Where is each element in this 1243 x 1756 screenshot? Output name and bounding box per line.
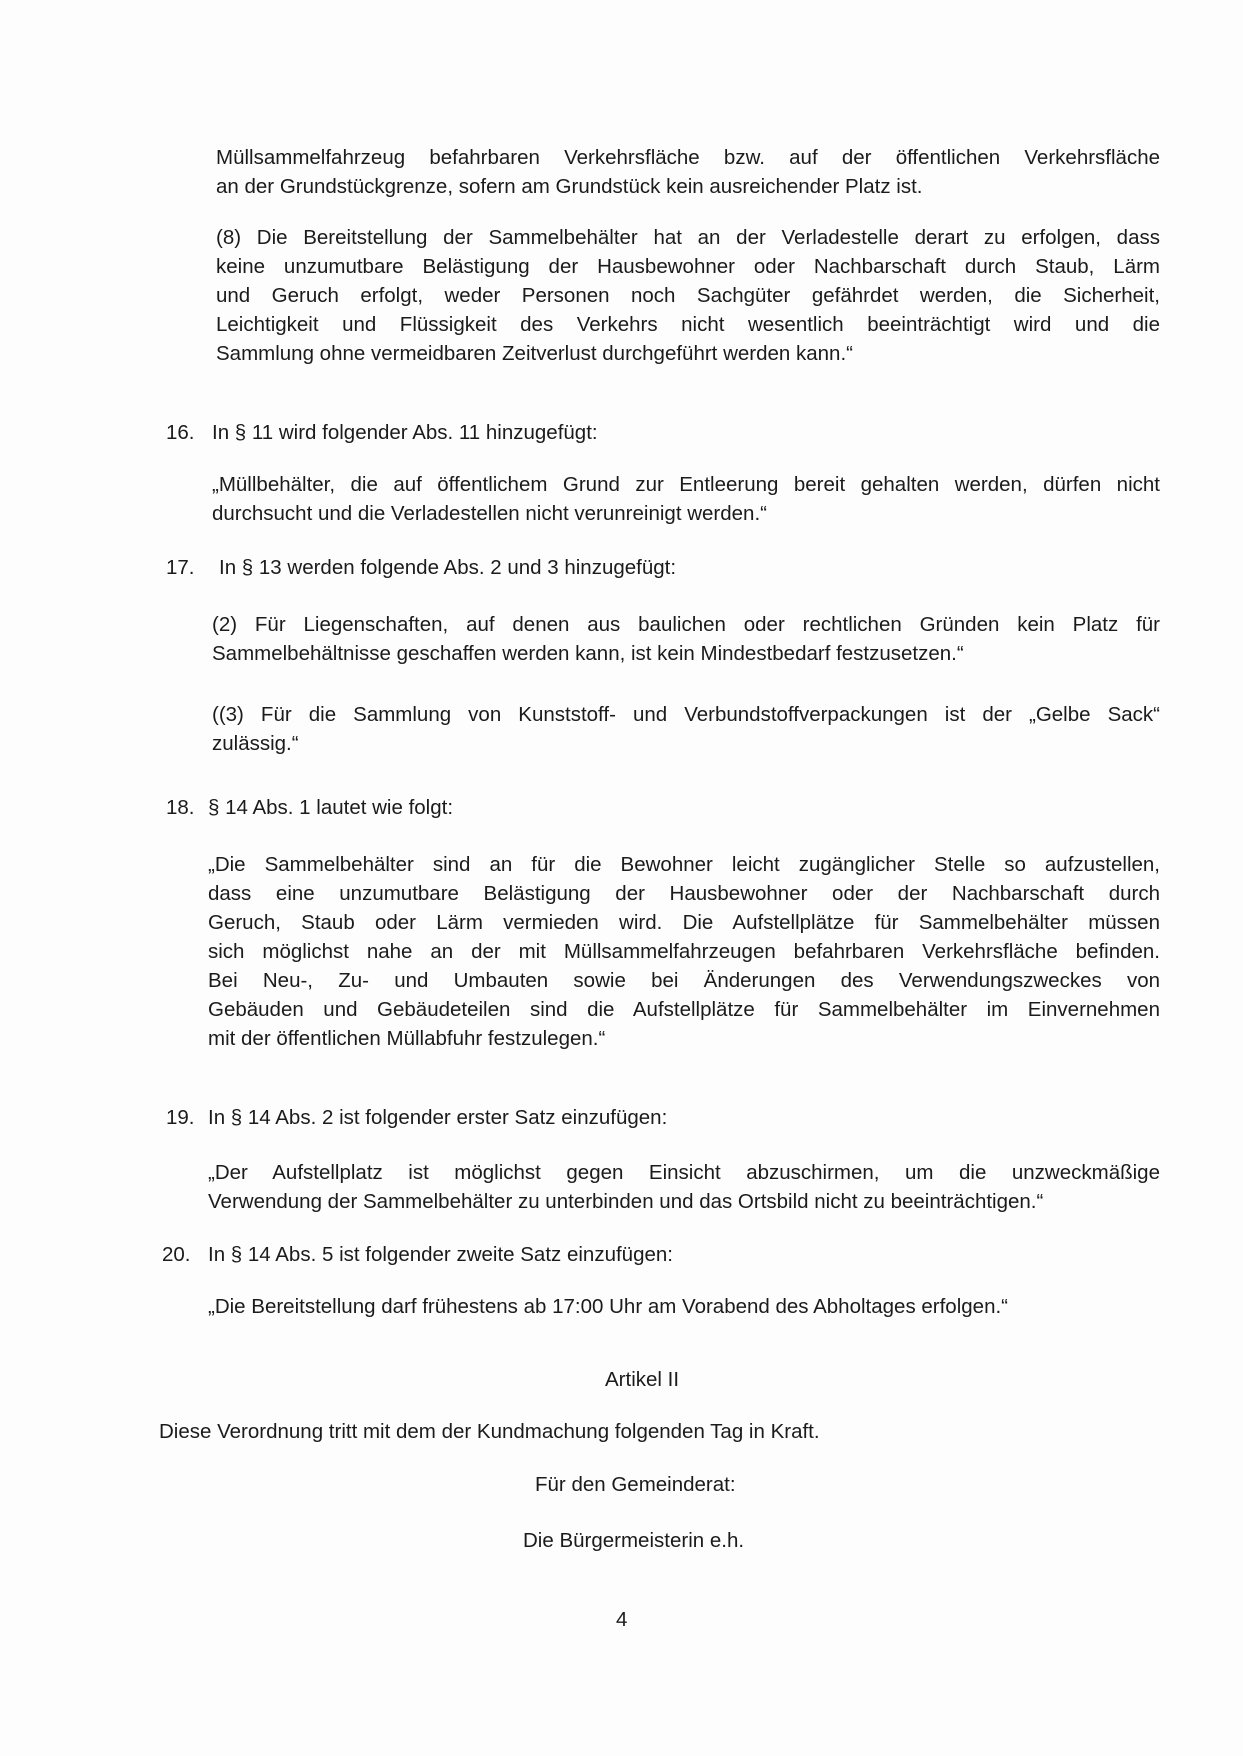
text-line: Sammlung ohne vermeidbaren Zeitverlust durchgeführt werden kann.“ [216,342,853,365]
item-number: 20. [162,1243,191,1266]
text-line: sich möglichst nahe an der mit Müllsammelfahrzeugen befahrbaren Verkehrsfläche befinden. [208,940,1160,963]
text-line: „Der Aufstellplatz ist möglichst gegen Einsicht abzuschirmen, um die unzweckmäßige [208,1161,1160,1184]
continuation-paragraph [216,143,1160,201]
text-line: Gebäuden und Gebäudeteilen sind die Aufstellplätze für Sammelbehälter im Einvernehmen [208,998,1160,1021]
text-line: „Die Sammelbehälter sind an für die Bewohner leicht zugänglicher Stelle so aufzustellen, [208,853,1160,876]
item-paragraph [208,1158,1160,1216]
text-line: keine unzumutbare Belästigung der Hausbewohner oder Nachbarschaft durch Staub, Lärm [216,255,1160,278]
text-line: (8) Die Bereitstellung der Sammelbehälter hat an der Verladestelle derart zu erfolgen, dass [216,226,1160,249]
item-number: 17. [166,556,195,579]
text-line: Müllsammelfahrzeug befahrbaren Verkehrsfläche bzw. auf der öffentlichen Verkehrsfläche [216,146,1160,169]
article-title: Artikel II [605,1368,680,1391]
item-paragraph [212,610,1160,668]
item-heading: In § 11 wird folgender Abs. 11 hinzugefügt: [212,421,598,444]
text-line: (2) Für Liegenschaften, auf denen aus baulichen oder rechtlichen Gründen kein Platz für [212,613,1160,636]
text-line: Sammelbehältnisse geschaffen werden kann, ist kein Mindestbedarf festzusetzen.“ [212,642,964,665]
item-heading: In § 14 Abs. 2 ist folgender erster Satz einzufügen: [208,1106,668,1129]
text-line: durchsucht und die Verladestellen nicht verunreinigt werden.“ [212,502,767,525]
item-paragraph [208,850,1160,1053]
text-line: Verwendung der Sammelbehälter zu unterbinden und das Ortsbild nicht zu beeinträchtigen.“ [208,1190,1044,1213]
item-heading: In § 14 Abs. 5 ist folgender zweite Satz einzufügen: [208,1243,673,1266]
text-line: Geruch, Staub oder Lärm vermieden wird. Die Aufstellplätze für Sammelbehälter müssen [208,911,1160,934]
text-line: „Müllbehälter, die auf öffentlichem Grund zur Entleerung bereit gehalten werden, dürfen nicht [212,473,1160,496]
item-paragraph [212,470,1160,528]
article-text: Diese Verordnung tritt mit dem der Kundmachung folgenden Tag in Kraft. [159,1420,820,1443]
text-line: „Die Bereitstellung darf frühestens ab 17:00 Uhr am Vorabend des Abholtages erfolgen.“ [208,1295,1008,1318]
text-line: dass eine unzumutbare Belästigung der Hausbewohner oder der Nachbarschaft durch [208,882,1160,905]
item-paragraph [212,700,1160,758]
item-paragraph [208,1292,1160,1321]
text-line: zulässig.“ [212,732,299,755]
item-heading: § 14 Abs. 1 lautet wie folgt: [208,796,454,819]
item-number: 16. [166,421,195,444]
text-line: mit der öffentlichen Müllabfuhr festzulegen.“ [208,1027,606,1050]
text-line: Leichtigkeit und Flüssigkeit des Verkehrs nicht wesentlich beeinträchtigt wird und die [216,313,1160,336]
text-line: an der Grundstückgrenze, sofern am Grundstück kein ausreichender Platz ist. [216,175,923,198]
page-number: 4 [616,1608,628,1631]
text-line: ((3) Für die Sammlung von Kunststoff- und Verbundstoffverpackungen ist der „Gelbe Sack“ [212,703,1160,726]
item-number: 19. [166,1106,195,1129]
signature-heading: Für den Gemeinderat: [535,1473,736,1496]
text-line: Bei Neu-, Zu- und Umbauten sowie bei Änderungen des Verwendungszweckes von [208,969,1160,992]
paragraph-8 [216,223,1160,368]
item-heading: In § 13 werden folgende Abs. 2 und 3 hinzugefügt: [219,556,677,579]
item-number: 18. [166,796,195,819]
text-line: und Geruch erfolgt, weder Personen noch Sachgüter gefährdet werden, die Sicherheit, [216,284,1160,307]
signature-name: Die Bürgermeisterin e.h. [523,1529,745,1552]
